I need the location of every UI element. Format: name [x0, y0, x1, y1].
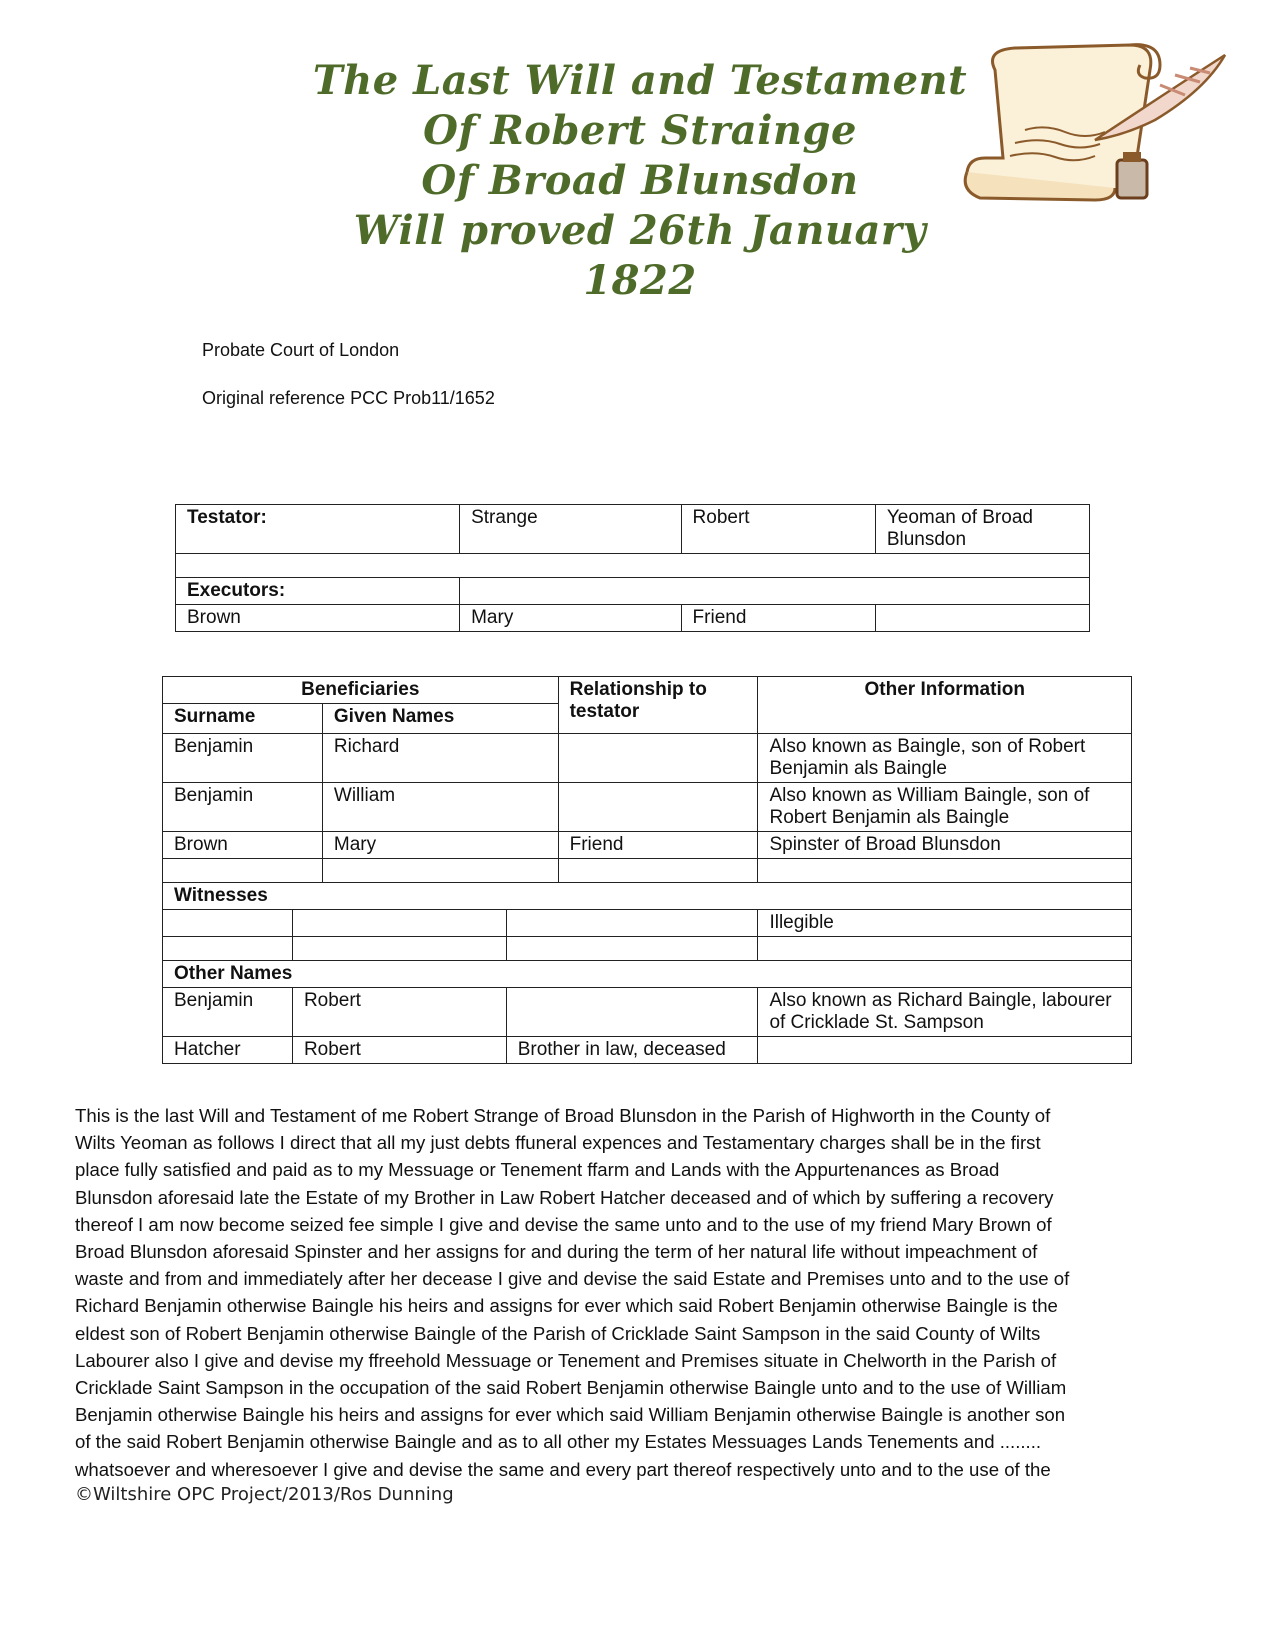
- given-cell: [292, 910, 506, 937]
- transcription-line: Broad Blunsdon aforesaid Spinster and her assigns for and during the term of her natural life without impeachment of: [75, 1241, 1038, 1263]
- transcription-line: This is the last Will and Testament of me Robert Strange of Broad Blunsdon in the Parish of Highworth in the County of: [75, 1105, 1051, 1126]
- info-cell: [758, 859, 1132, 883]
- given-cell: Richard: [322, 734, 558, 783]
- transcription-line: Blunsdon aforesaid late the Estate of my Brother in Law Robert Hatcher deceased and of which by suffering a recovery: [75, 1186, 1054, 1208]
- spacer-row: [176, 554, 1090, 578]
- scroll-quill-inkpot-icon: [955, 40, 1235, 210]
- executor-relationship: Friend: [681, 605, 875, 632]
- transcription-line: Wilts Yeoman as follows I direct that all my just debts ffuneral expences and Testamentary charges shall be in the first: [75, 1132, 1041, 1154]
- transcription-line: whatsoever and wheresoever I give and devise the same and every part thereof respectively unto and to the use of the: [75, 1458, 1051, 1480]
- info-cell: [758, 937, 1132, 961]
- surname-heading: Surname: [163, 704, 323, 734]
- relationship-cell: [506, 910, 758, 937]
- relationship-cell: [558, 734, 758, 783]
- table-row: [163, 859, 1132, 883]
- info-cell: [758, 1037, 1132, 1064]
- table-row: [163, 937, 1132, 961]
- info-cell: Spinster of Broad Blunsdon: [758, 832, 1132, 859]
- info-cell: Also known as Baingle, son of Robert Benjamin als Baingle: [758, 734, 1132, 783]
- other-info-heading: Other Information: [758, 677, 1132, 734]
- testator-label: Testator:: [176, 505, 460, 554]
- given-names-heading: Given Names: [322, 704, 558, 734]
- info-cell: Also known as Richard Baingle, labourer of Cricklade St. Sampson: [758, 988, 1132, 1037]
- transcription-line: waste and from and immediately after her decease I give and devise the said Estate and Premises unto and to the use of: [75, 1268, 1070, 1290]
- given-cell: [322, 859, 558, 883]
- title-line-3: Of Broad Blunsdon: [421, 157, 859, 204]
- table-row: [163, 783, 1132, 832]
- beneficiaries-heading: Beneficiaries: [163, 677, 559, 704]
- relationship-cell: [558, 859, 758, 883]
- relationship-cell: [506, 937, 758, 961]
- surname-cell: Hatcher: [163, 1037, 293, 1064]
- surname-cell: Brown: [163, 832, 323, 859]
- surname-cell: Benjamin: [163, 734, 323, 783]
- testator-table: [175, 504, 1090, 632]
- given-cell: William: [322, 783, 558, 832]
- given-cell: Robert: [292, 1037, 506, 1064]
- given-cell: Robert: [292, 988, 506, 1037]
- title-line-1: The Last Will and Testament: [312, 57, 968, 104]
- testator-given: Robert: [681, 505, 875, 554]
- transcription-line: eldest son of Robert Benjamin otherwise Baingle of the Parish of Cricklade Saint Sampson in the said County of Wilts: [75, 1322, 1041, 1344]
- copyright-footer: ©Wiltshire OPC Project/2013/Ros Dunning: [75, 1484, 454, 1505]
- transcription-line: thereof I am now become seized fee simple I give and devise the same unto and to the use of my friend Mary Brown of: [75, 1213, 1052, 1235]
- title-line-2: Of Robert Strainge: [423, 107, 857, 154]
- document-title: [300, 56, 980, 306]
- testator-surname: Strange: [460, 505, 681, 554]
- executor-info: [875, 605, 1089, 632]
- relationship-cell: Friend: [558, 832, 758, 859]
- relationship-heading: Relationship to testator: [558, 677, 758, 734]
- beneficiaries-table: [162, 676, 1132, 883]
- surname-cell: [163, 937, 293, 961]
- table-row: [163, 734, 1132, 783]
- other-names-heading: Other Names: [163, 961, 1132, 988]
- will-transcription: [75, 1102, 1205, 1483]
- executor-row: [176, 605, 1090, 632]
- transcription-line: Labourer also I give and devise my ffreehold Messuage or Tenement and Premises situate in Chelworth in the Parish of: [75, 1349, 1057, 1371]
- empty-cell: [176, 554, 1090, 578]
- executor-surname: Brown: [176, 605, 460, 632]
- title-line-4: Will proved 26th January 1822: [353, 207, 927, 304]
- witnesses-header-row: [163, 883, 1132, 910]
- given-cell: [292, 937, 506, 961]
- transcription-line: Benjamin otherwise Baingle his heirs and assigns for ever which said William Benjamin otherwise Baingle is another son: [75, 1404, 1066, 1426]
- relationship-cell: Brother in law, deceased: [506, 1037, 758, 1064]
- witnesses-heading: Witnesses: [163, 883, 1132, 910]
- executor-given: Mary: [460, 605, 681, 632]
- relationship-cell: [558, 783, 758, 832]
- info-cell: Also known as William Baingle, son of Robert Benjamin als Baingle: [758, 783, 1132, 832]
- probate-court: Probate Court of London: [202, 340, 400, 360]
- given-cell: Mary: [322, 832, 558, 859]
- relationship-cell: [506, 988, 758, 1037]
- surname-cell: [163, 859, 323, 883]
- table-row: [163, 1037, 1132, 1064]
- table-row: [163, 910, 1132, 937]
- empty-cell: [460, 578, 1090, 605]
- table-row: [163, 988, 1132, 1037]
- witnesses-other-names-table: [162, 882, 1132, 1064]
- testator-info: Yeoman of Broad Blunsdon: [875, 505, 1089, 554]
- other-names-header-row: [163, 961, 1132, 988]
- surname-cell: [163, 910, 293, 937]
- transcription-line: Cricklade Saint Sampson in the occupation of the said Robert Benjamin otherwise Baingle unto and to the use of William: [75, 1377, 1067, 1399]
- testator-row: [176, 505, 1090, 554]
- surname-cell: Benjamin: [163, 783, 323, 832]
- executors-header-row: [176, 578, 1090, 605]
- executors-label: Executors:: [176, 578, 460, 605]
- transcription-line: of the said Robert Benjamin otherwise Baingle and as to all other my Estates Messuages Lands Tenements and ........: [75, 1431, 1042, 1453]
- beneficiaries-header-row: [163, 677, 1132, 704]
- surname-cell: Benjamin: [163, 988, 293, 1037]
- transcription-line: Richard Benjamin otherwise Baingle his heirs and assigns for ever which said Robert Benjamin otherwise Baingle is the: [75, 1295, 1058, 1317]
- transcription-line: place fully satisfied and paid as to my Messuage or Tenement ffarm and Lands with the Appurtenances as Broad: [75, 1159, 1000, 1181]
- table-row: [163, 832, 1132, 859]
- info-cell: Illegible: [758, 910, 1132, 937]
- original-reference: Original reference PCC Prob11/1652: [202, 388, 495, 408]
